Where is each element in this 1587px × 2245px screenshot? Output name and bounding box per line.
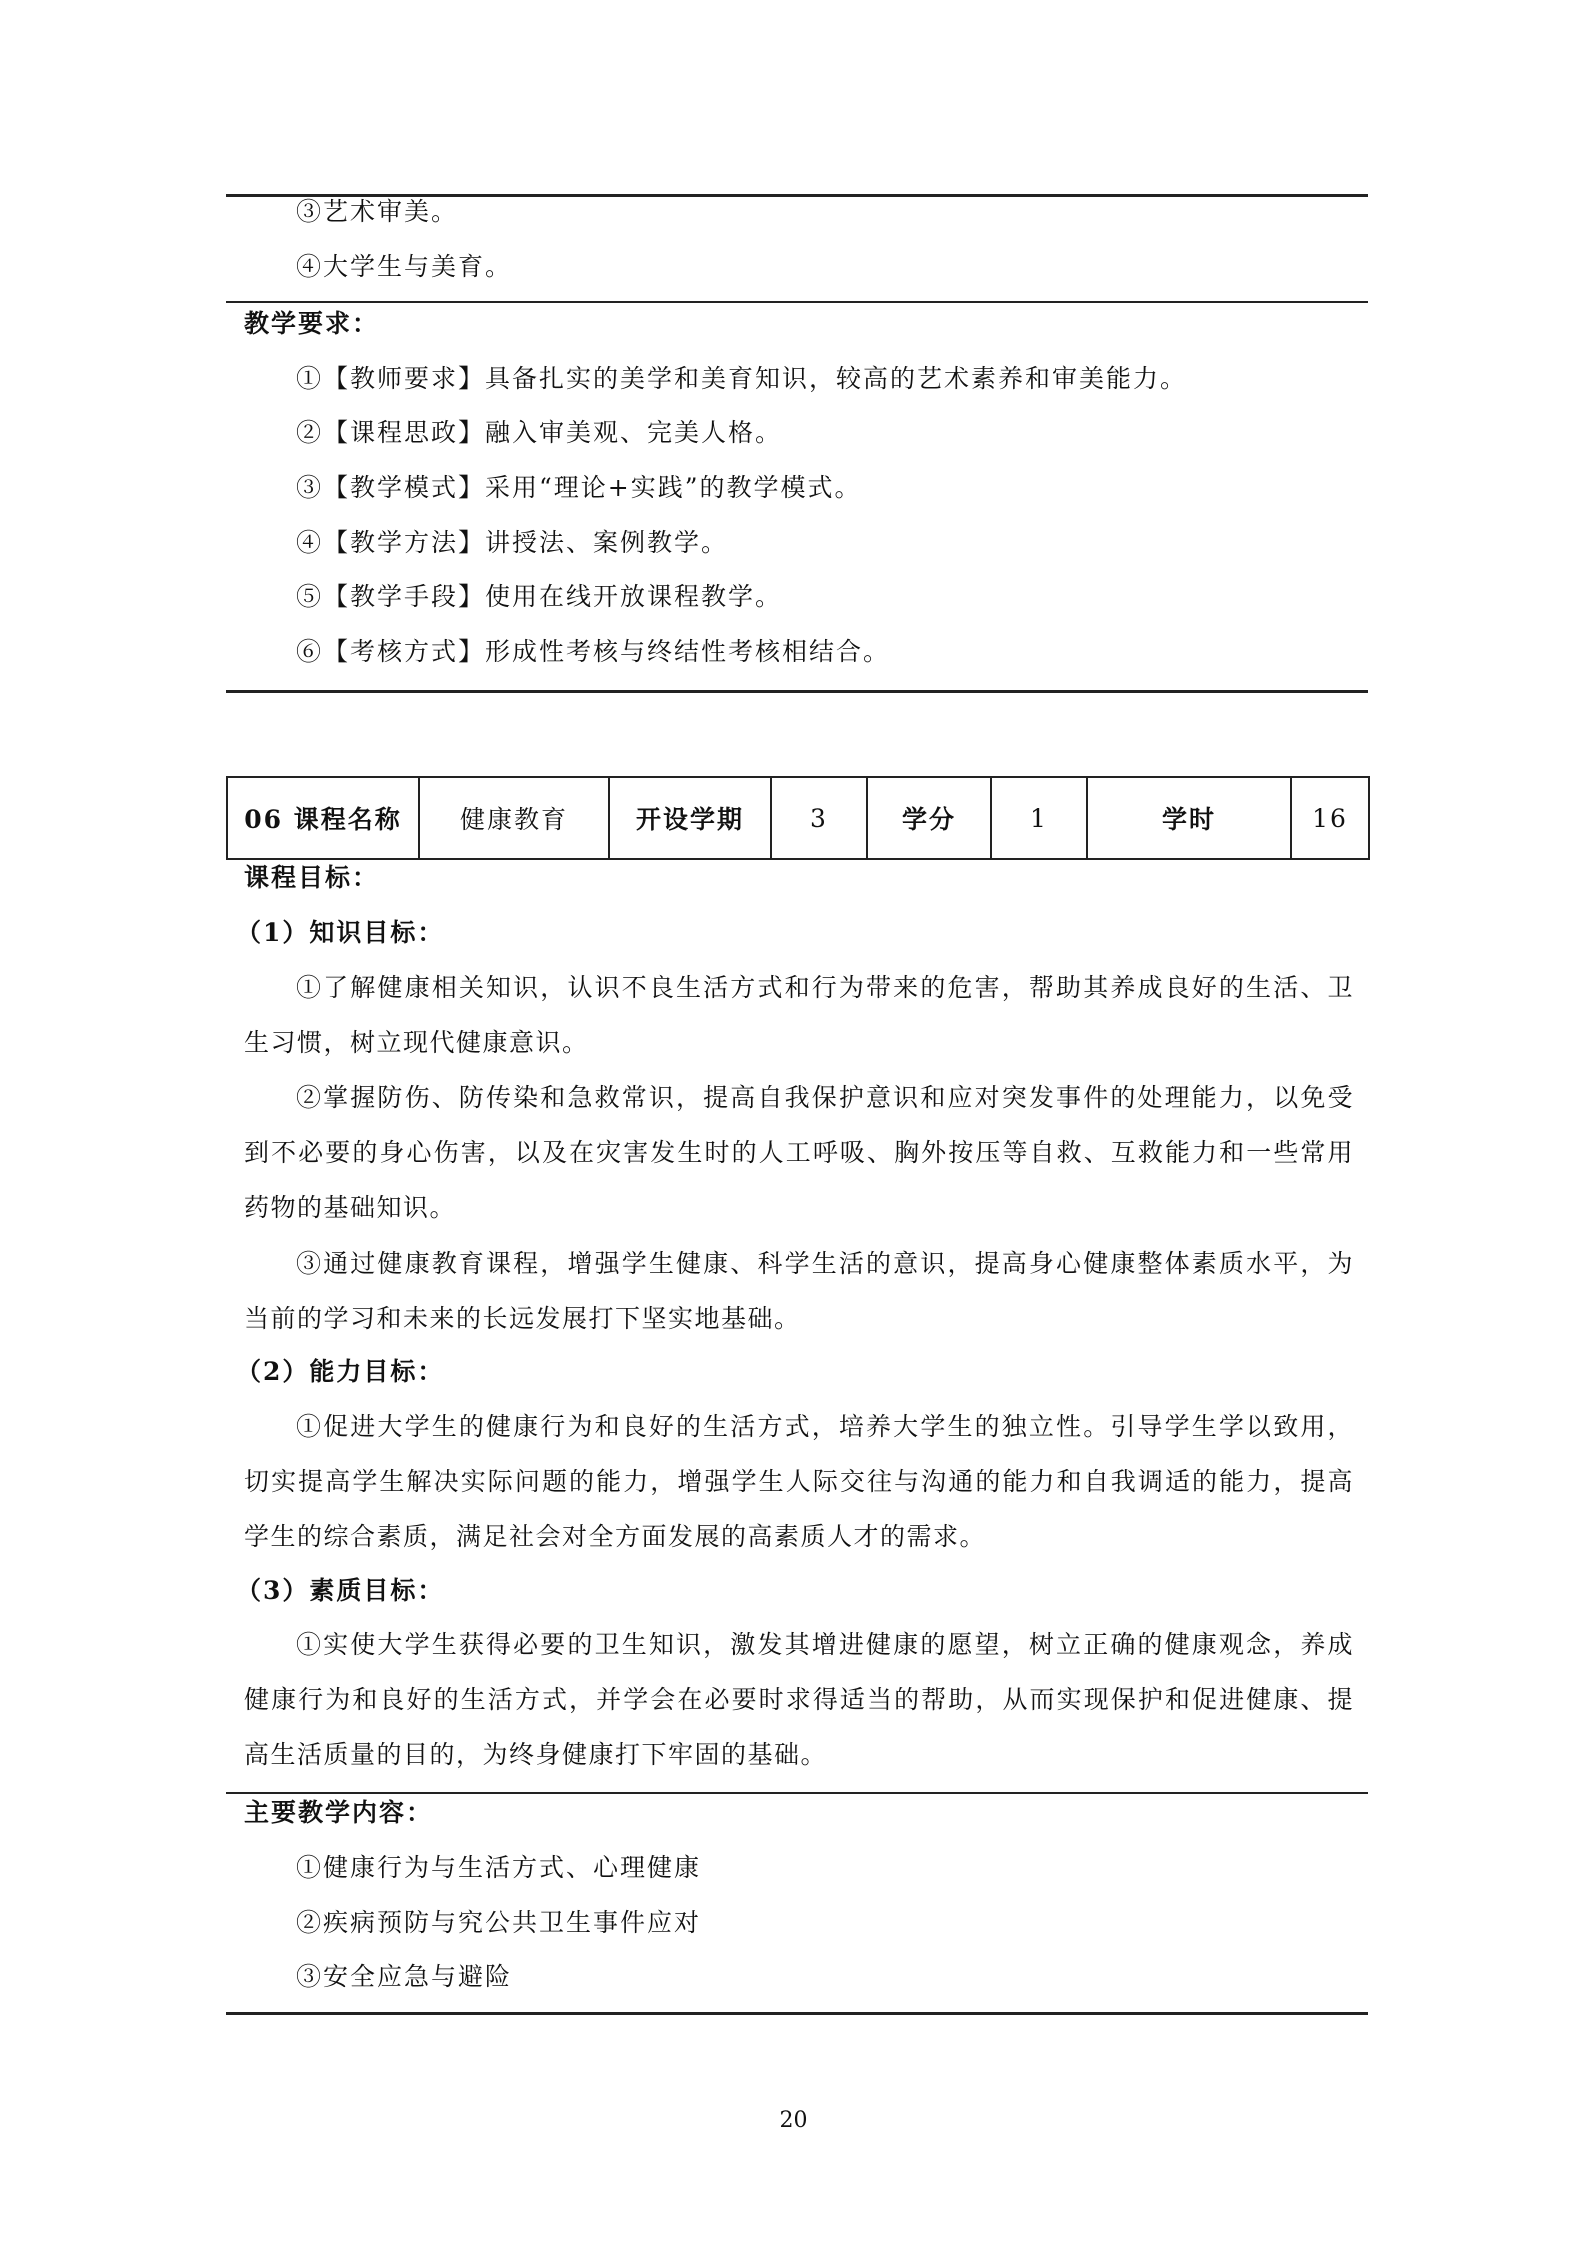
content-item: ③艺术审美。 [296, 197, 459, 226]
course-info-table [226, 776, 1370, 860]
ability-item: ①促进大学生的健康行为和良好的生活方式，培养大学生的独立性。引导学生学以致用，切实提高学生解决实际问题的能力，增强学生人际交往与沟通的能力和自我调适的能力，提高学生的综合素质，满足社会对全方面发展的高素质人才的需求。 [244, 1412, 1354, 1551]
requirement-item: ①【教师要求】具备扎实的美学和美育知识，较高的艺术素养和审美能力。 [296, 364, 1188, 393]
quality-heading: （3）素质目标： [236, 1576, 445, 1605]
semester-label: 开设学期 [609, 777, 771, 859]
course-name-value: 健康教育 [419, 777, 609, 859]
content-item: ④大学生与美育。 [296, 252, 513, 281]
credit-value: 1 [991, 777, 1087, 859]
ability-heading: （2）能力目标： [236, 1357, 445, 1386]
knowledge-heading: （1）知识目标： [236, 918, 445, 947]
goals-heading: 课程目标： [244, 863, 380, 892]
requirement-item: ③【教学模式】采用“理论+实践”的教学模式。 [296, 473, 862, 502]
content-heading: 主要教学内容： [244, 1798, 434, 1827]
course-name-label: 06 课程名称 [227, 777, 419, 859]
section-divider [226, 301, 1368, 303]
credit-label: 学分 [867, 777, 991, 859]
content-item: ①健康行为与生活方式、心理健康 [296, 1853, 702, 1882]
semester-value: 3 [771, 777, 867, 859]
requirement-item: ④【教学方法】讲授法、案例教学。 [296, 528, 729, 557]
section-bottom-rule [226, 2012, 1368, 2015]
requirement-item: ②【课程思政】融入审美观、完美人格。 [296, 418, 783, 447]
section-bottom-rule [226, 690, 1368, 693]
knowledge-item: ③通过健康教育课程，增强学生健康、科学生活的意识，提高身心健康整体素质水平，为当前的学习和未来的长远发展打下坚实地基础。 [244, 1249, 1354, 1333]
hours-label: 学时 [1087, 777, 1291, 859]
knowledge-item: ②掌握防伤、防传染和急救常识，提高自我保护意识和应对突发事件的处理能力，以免受到不必要的身心伤害，以及在灾害发生时的人工呼吸、胸外按压等自救、互救能力和一些常用药物的基础知识。 [244, 1083, 1354, 1222]
content-item: ②疾病预防与究公共卫生事件应对 [296, 1908, 702, 1937]
requirements-heading: 教学要求： [244, 309, 380, 338]
requirement-item: ⑤【教学手段】使用在线开放课程教学。 [296, 582, 783, 611]
quality-item: ①实使大学生获得必要的卫生知识，激发其增进健康的愿望，树立正确的健康观念，养成健康行为和良好的生活方式，并学会在必要时求得适当的帮助，从而实现保护和促进健康、提高生活质量的目的，为终身健康打下牢固的基础。 [244, 1630, 1354, 1769]
hours-value: 16 [1291, 777, 1369, 859]
section-divider [226, 1792, 1368, 1794]
requirement-item: ⑥【考核方式】形成性考核与终结性考核相结合。 [296, 637, 891, 666]
knowledge-item: ①了解健康相关知识，认识不良生活方式和行为带来的危害，帮助其养成良好的生活、卫生习惯，树立现代健康意识。 [244, 973, 1354, 1057]
content-item: ③安全应急与避险 [296, 1962, 513, 1991]
page-number: 20 [779, 2108, 808, 2133]
